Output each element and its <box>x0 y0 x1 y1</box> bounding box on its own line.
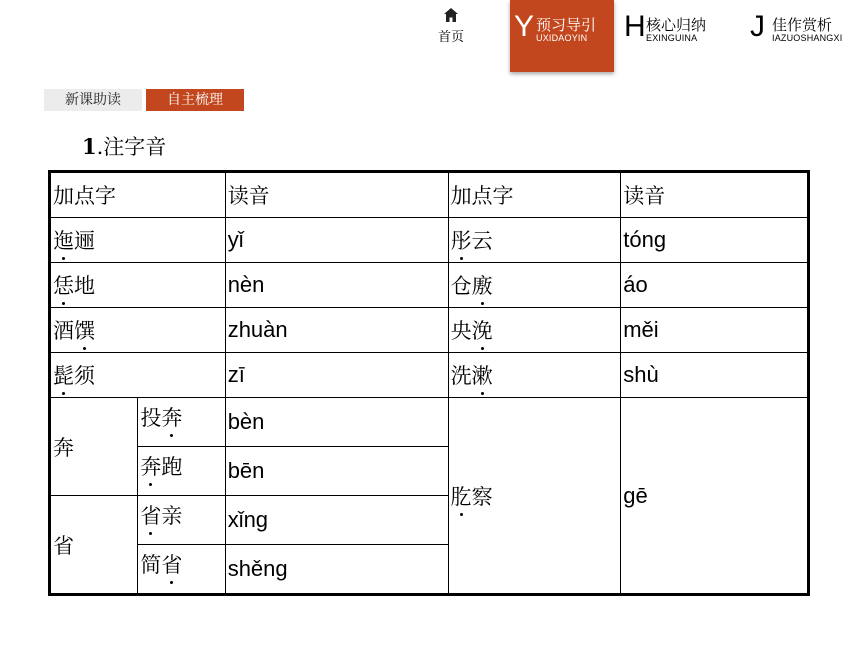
word-char: 跑 <box>161 455 183 479</box>
tab-letter: J <box>750 10 765 43</box>
word-cell <box>138 398 225 447</box>
word-char: 央 <box>450 319 472 343</box>
house-icon <box>444 8 458 22</box>
tab-label: 预习导引 <box>536 16 597 34</box>
pinyin-cell: xǐng <box>225 496 448 545</box>
word-cell <box>50 353 226 398</box>
emphasis-dot-char: 浼 <box>471 319 493 343</box>
heading-text: .注字音 <box>96 135 167 159</box>
polyphone-char-cell: 奔 <box>50 398 138 496</box>
tab-letter: H <box>624 10 646 43</box>
emphasis-dot-char: 迤 <box>53 229 74 253</box>
pinyin-cell: zhuàn <box>225 308 448 353</box>
word-cell <box>448 218 621 263</box>
word-cell <box>448 398 621 595</box>
pinyin-cell: měi <box>621 308 809 353</box>
pinyin-cell: tóng <box>621 218 809 263</box>
pinyin-cell: bèn <box>225 398 448 447</box>
tab-label: 佳作赏析 <box>772 16 833 34</box>
emphasis-dot-char: 彤 <box>450 229 472 253</box>
table-header-row <box>50 172 809 218</box>
polyphone-char-cell: 省 <box>50 496 138 595</box>
word-char: 仓 <box>450 274 472 298</box>
heading-number: 1 <box>82 134 97 159</box>
section-heading <box>82 131 166 161</box>
subtab-self-study[interactable]: 自主梳理 <box>146 89 244 111</box>
emphasis-dot-char: 省 <box>161 553 183 577</box>
tab-label: 核心归纳 <box>646 16 707 34</box>
word-cell <box>138 545 225 595</box>
emphasis-dot-char: 廒 <box>471 274 493 298</box>
word-cell <box>448 308 621 353</box>
word-char: 亲 <box>161 504 183 528</box>
tab-core-summary[interactable] <box>620 0 732 72</box>
word-cell <box>138 496 225 545</box>
tab-pinyin: IAZUOSHANGXI <box>772 33 843 43</box>
pinyin-cell: gē <box>621 398 809 595</box>
word-cell <box>448 353 621 398</box>
pinyin-cell: áo <box>621 263 809 308</box>
tab-pinyin: EXINGUINA <box>646 33 698 43</box>
emphasis-dot-char: 肐 <box>450 484 472 509</box>
tab-pinyin: UXIDAOYIN <box>536 33 588 43</box>
table-row <box>50 263 809 308</box>
emphasis-dot-char: 奔 <box>140 455 162 479</box>
word-cell <box>138 447 225 496</box>
emphasis-dot-char: 恁 <box>53 274 74 298</box>
tab-letter: Y <box>514 10 535 43</box>
word-char: 酒 <box>53 319 74 343</box>
pinyin-cell: zī <box>225 353 448 398</box>
word-char: 察 <box>471 484 493 509</box>
word-char: 简 <box>140 553 162 577</box>
header-cell: 读音 <box>621 172 809 218</box>
emphasis-dot-char: 漱 <box>471 364 493 388</box>
pinyin-cell: shù <box>621 353 809 398</box>
word-char: 须 <box>74 364 95 388</box>
tab-preview-guide[interactable] <box>510 0 614 72</box>
header-cell: 读音 <box>225 172 448 218</box>
pinyin-cell: shěng <box>225 545 448 595</box>
table-row <box>50 353 809 398</box>
word-cell <box>50 218 226 263</box>
word-cell <box>50 263 226 308</box>
table-row <box>50 218 809 263</box>
word-char: 投 <box>140 406 162 430</box>
word-char: 云 <box>471 229 493 253</box>
emphasis-dot-char: 奔 <box>161 406 183 430</box>
emphasis-dot-char: 省 <box>140 504 162 528</box>
word-char: 洗 <box>450 364 472 388</box>
tab-fine-works[interactable] <box>746 0 860 72</box>
emphasis-dot-char: 馔 <box>74 319 95 343</box>
home-label: 首页 <box>437 30 464 45</box>
pronunciation-table <box>48 170 810 596</box>
word-char: 地 <box>74 274 95 298</box>
subtab-new-lesson[interactable]: 新课助读 <box>44 89 142 111</box>
pinyin-cell: bēn <box>225 447 448 496</box>
word-char: 逦 <box>74 229 95 253</box>
word-cell <box>448 263 621 308</box>
home-button[interactable] <box>428 8 474 52</box>
word-cell <box>50 308 226 353</box>
pinyin-cell: yǐ <box>225 218 448 263</box>
table-row <box>50 398 809 447</box>
pinyin-cell: nèn <box>225 263 448 308</box>
table-row <box>50 308 809 353</box>
emphasis-dot-char: 髭 <box>53 364 74 388</box>
header-cell: 加点字 <box>448 172 621 218</box>
header-cell: 加点字 <box>50 172 226 218</box>
